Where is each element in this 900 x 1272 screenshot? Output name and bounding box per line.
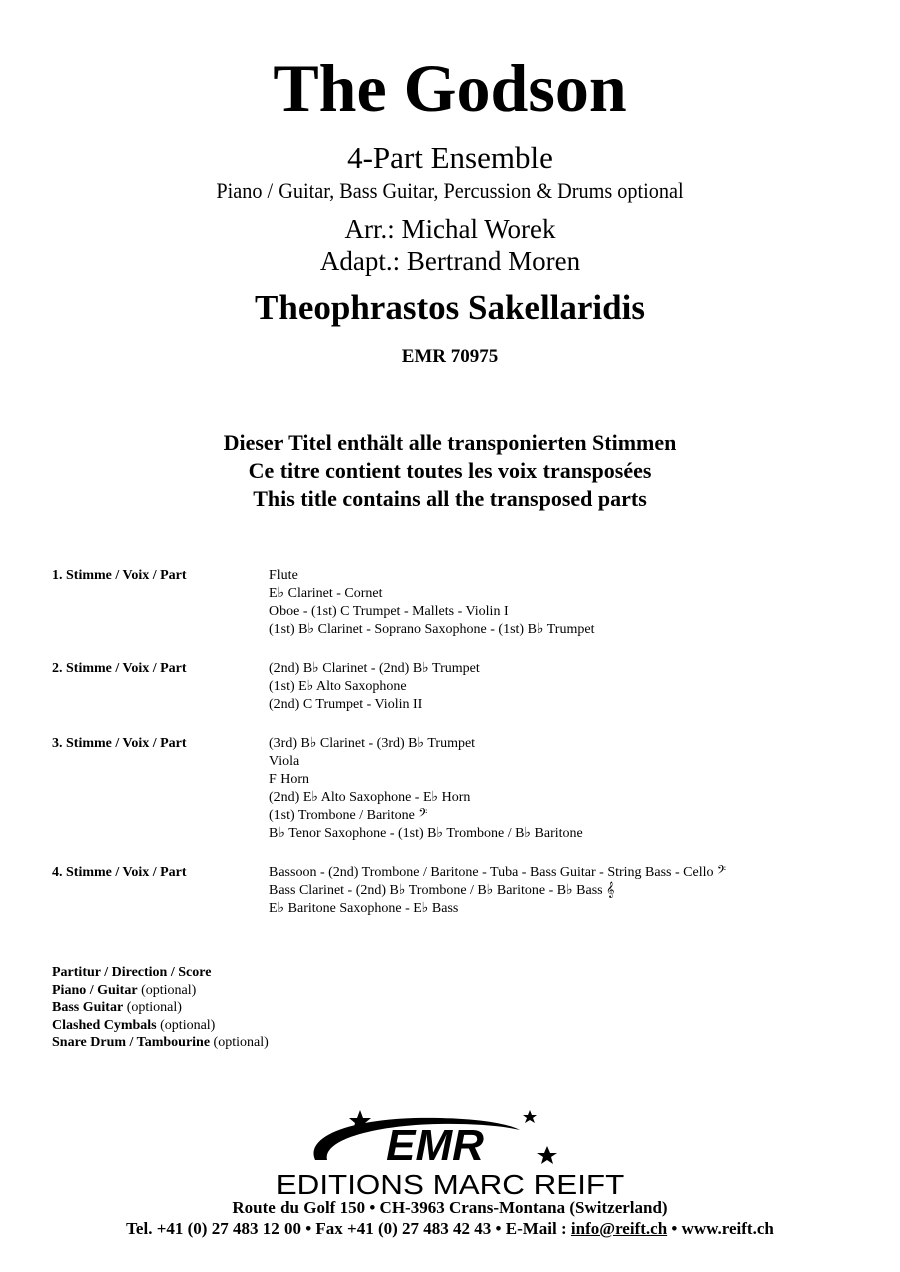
part-2-label: 2. Stimme / Voix / Part bbox=[52, 661, 187, 676]
part-instrument-line: (2nd) C Trumpet - Violin II bbox=[269, 697, 423, 712]
part-instrument-line: E♭ Clarinet - Cornet bbox=[269, 586, 383, 601]
email-link[interactable]: info@reift.ch bbox=[570, 1219, 668, 1238]
page-title: The Godson bbox=[273, 50, 627, 126]
part-instrument-line: Bass Clarinet - (2nd) B♭ Trombone / B♭ Baritone - B♭ Bass 𝄞 bbox=[269, 883, 615, 898]
part-instrument-line: B♭ Tenor Saxophone - (1st) B♭ Trombone / B♭ Baritone bbox=[269, 826, 583, 841]
part-1-instruments bbox=[269, 567, 594, 639]
instrumentation-line: Piano / Guitar, Bass Guitar, Percussion & Drums optional bbox=[216, 178, 684, 203]
part-instrument-line: (2nd) E♭ Alto Saxophone - E♭ Horn bbox=[269, 790, 471, 805]
part-instrument-line: (2nd) B♭ Clarinet - (2nd) B♭ Trumpet bbox=[269, 661, 480, 676]
part-instrument-line: Flute bbox=[269, 568, 298, 583]
part-instrument-line: Viola bbox=[269, 754, 300, 769]
part-3-instruments bbox=[269, 735, 583, 843]
part-2-instruments bbox=[269, 660, 480, 714]
part-instrument-line: (1st) B♭ Clarinet - Soprano Saxophone - (1st) B♭ Trumpet bbox=[269, 622, 595, 637]
part-instrument-line: E♭ Baritone Saxophone - E♭ Bass bbox=[269, 901, 459, 916]
notice-german: Dieser Titel enthält alle transponierten Stimmen bbox=[223, 430, 677, 455]
publisher-contact: Tel. +41 (0) 27 483 12 00 • Fax +41 (0) 27 483 42 43 • E-Mail : info@reift.ch • www.reift.ch bbox=[126, 1219, 774, 1238]
extra-part-item: Piano / Guitar (optional) bbox=[52, 982, 197, 998]
part-instrument-line: Bassoon - (2nd) Trombone / Baritone - Tuba - Bass Guitar - String Bass - Cello 𝄢 bbox=[269, 865, 726, 880]
extra-part-item: Clashed Cymbals (optional) bbox=[52, 1017, 216, 1033]
part-1-label: 1. Stimme / Voix / Part bbox=[52, 568, 187, 583]
publisher-address: Route du Golf 150 • CH-3963 Crans-Montana (Switzerland) bbox=[232, 1198, 668, 1217]
notice-english: This title contains all the transposed parts bbox=[253, 486, 647, 511]
adapter-credit: Adapt.: Bertrand Moren bbox=[319, 246, 581, 276]
extra-part-item: Bass Guitar (optional) bbox=[52, 1000, 182, 1015]
publisher-name: EDITIONS MARC REIFT bbox=[275, 1169, 625, 1200]
extra-part-item: Partitur / Direction / Score bbox=[52, 965, 212, 980]
ensemble-subtitle: 4-Part Ensemble bbox=[347, 140, 553, 175]
arranger-credit: Arr.: Michal Worek bbox=[344, 214, 556, 244]
catalog-number: EMR 70975 bbox=[401, 346, 499, 367]
notice-french: Ce titre contient toutes les voix transposées bbox=[248, 458, 652, 483]
extra-part-item: Snare Drum / Tambourine (optional) bbox=[52, 1035, 269, 1050]
additional-parts-list bbox=[52, 964, 269, 1052]
emr-logo-icon bbox=[305, 1108, 565, 1174]
part-instrument-line: (3rd) B♭ Clarinet - (3rd) B♭ Trumpet bbox=[269, 736, 476, 751]
logo-text: EMR bbox=[386, 1121, 484, 1170]
part-3-label: 3. Stimme / Voix / Part bbox=[52, 736, 187, 751]
part-instrument-line: Oboe - (1st) C Trumpet - Mallets - Violin I bbox=[269, 604, 509, 619]
part-instrument-line: (1st) Trombone / Baritone 𝄢 bbox=[269, 808, 428, 823]
composer-name: Theophrastos Sakellaridis bbox=[255, 288, 645, 327]
part-instrument-line: F Horn bbox=[269, 772, 310, 787]
part-4-instruments bbox=[269, 864, 726, 918]
part-4-label: 4. Stimme / Voix / Part bbox=[52, 865, 187, 880]
part-instrument-line: (1st) E♭ Alto Saxophone bbox=[269, 679, 407, 694]
